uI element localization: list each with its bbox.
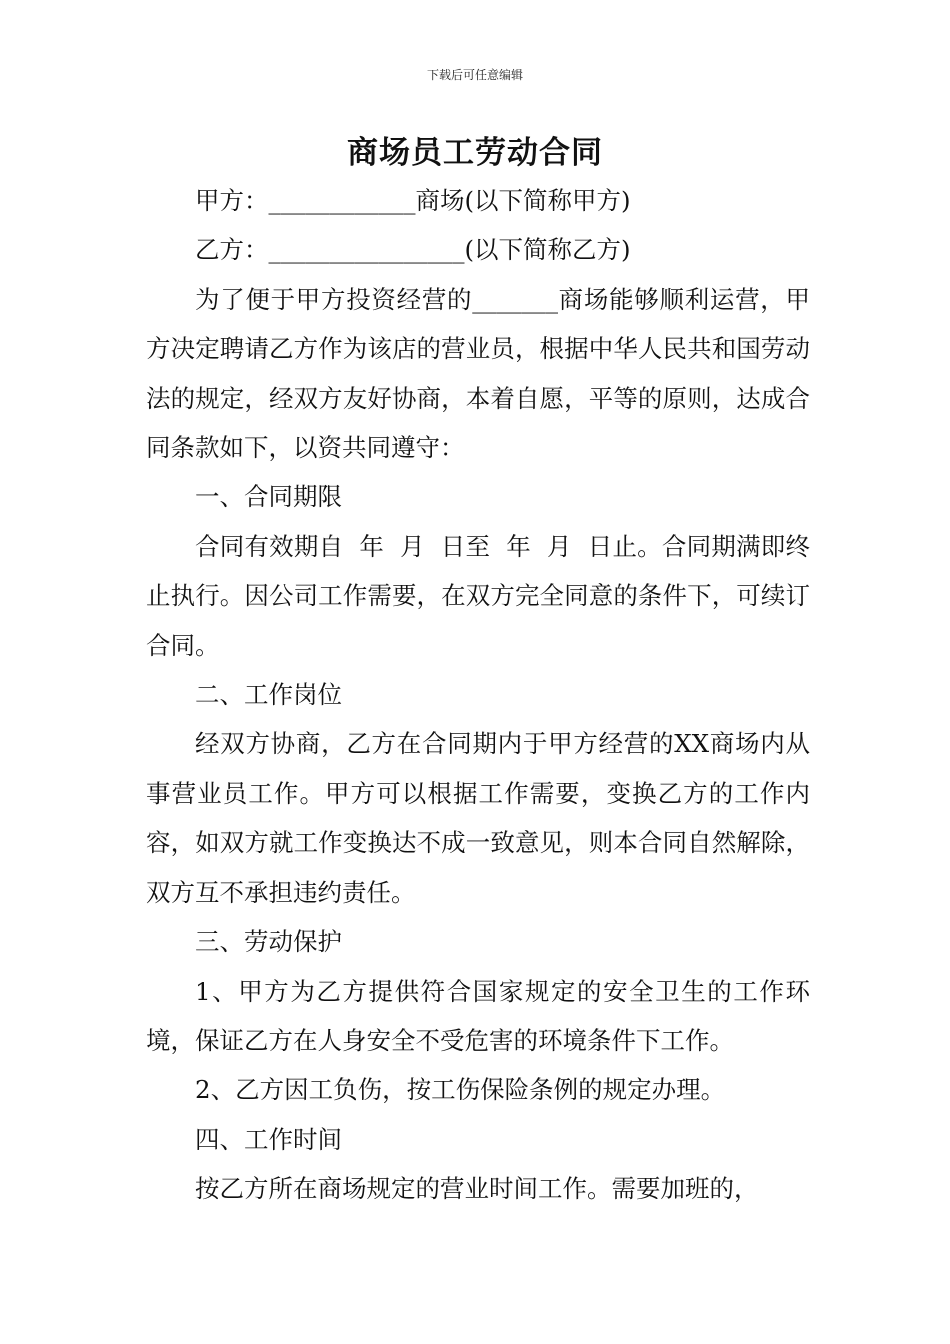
hours-paragraph: 按乙方所在商场规定的营业时间工作。需要加班的， <box>195 1174 759 1204</box>
party-a-line: 甲方：____________商场(以下简称甲方) <box>195 186 631 215</box>
section-heading-protection: 三、劳动保护 <box>195 927 342 957</box>
section-heading-hours: 四、工作时间 <box>195 1124 342 1154</box>
position-paragraph: 经双方协商，乙方在合同期内于甲方经营的XX商场内从事营业员工作。甲方可以根据工作需要，变换乙方的工作内容，如双方就工作变换达不成一致意见，则本合同自然解除，双方互不承担违约责任。 <box>146 729 810 907</box>
protection-item-2: 2、乙方因工负伤，按工伤保险条例的规定办理。 <box>195 1075 726 1105</box>
document-title: 商场员工劳动合同 <box>347 135 603 171</box>
protection-item-1: 1、甲方为乙方提供符合国家规定的安全卫生的工作环境，保证乙方在人身安全不受危害的环境条件下工作。 <box>146 976 810 1055</box>
preamble-paragraph: 为了便于甲方投资经营的_______商场能够顺利运营，甲方决定聘请乙方作为该店的营业员，根据中华人民共和国劳动法的规定，经双方友好协商，本着自愿，平等的原则，达成合同条款如下，以资共同遵守： <box>146 284 810 463</box>
section-heading-term: 一、合同期限 <box>195 482 342 512</box>
section-heading-position: 二、工作岗位 <box>195 680 342 710</box>
contract-body <box>146 176 810 1214</box>
header-note: 下载后可任意编辑 <box>426 68 523 82</box>
term-paragraph: 合同有效期自 年 月 日至 年 月 日止。合同期满即终止执行。因公司工作需要，在双方完全同意的条件下，可续订合同。 <box>146 531 810 660</box>
party-b-line: 乙方：________________(以下简称乙方) <box>195 235 631 265</box>
